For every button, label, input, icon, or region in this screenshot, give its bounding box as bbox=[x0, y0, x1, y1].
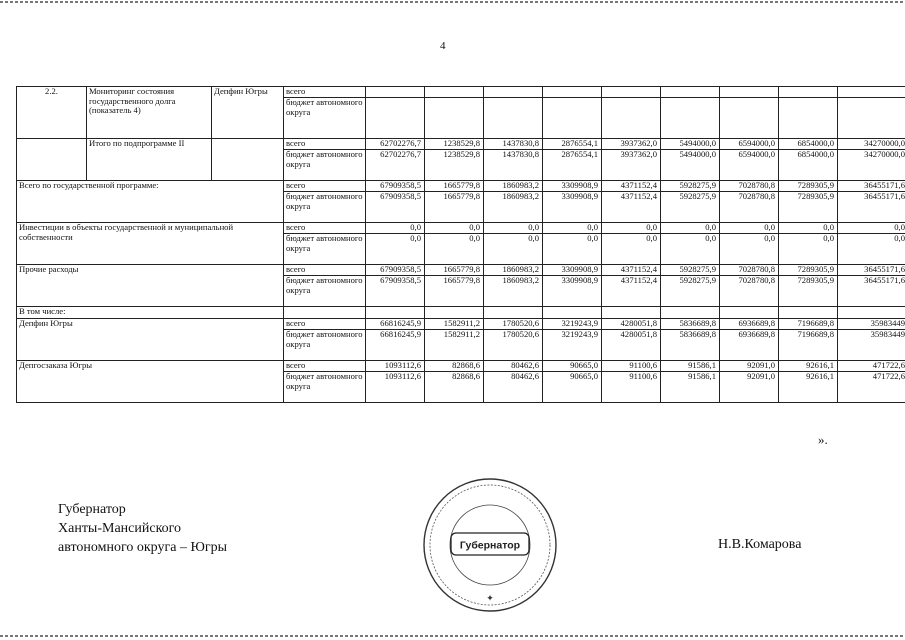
value-cell: 3309908,9 bbox=[543, 181, 602, 192]
value-cell: 3937362,0 bbox=[602, 139, 661, 150]
value-cell: 0,0 bbox=[838, 223, 905, 234]
value-cell: 1238529,8 bbox=[425, 150, 484, 181]
value-cell: 1665779,8 bbox=[425, 265, 484, 276]
value-cell: 3219243,9 bbox=[543, 330, 602, 361]
table-row bbox=[17, 361, 905, 372]
value-cell: 92616,1 bbox=[779, 361, 838, 372]
value-cell: 82868,6 bbox=[425, 372, 484, 403]
funding-source: всего bbox=[284, 87, 366, 98]
value-cell: 92091,0 bbox=[720, 361, 779, 372]
value-cell bbox=[720, 98, 779, 139]
value-cell: 66816245,9 bbox=[366, 319, 425, 330]
value-cell: 6854000,0 bbox=[779, 139, 838, 150]
scan-top-edge bbox=[0, 1, 905, 3]
value-cell: 5494000,0 bbox=[661, 139, 720, 150]
value-cell: 35983449 bbox=[838, 330, 905, 361]
value-cell bbox=[602, 98, 661, 139]
value-cell bbox=[543, 98, 602, 139]
signature-title-line-2: Ханты-Мансийского bbox=[58, 521, 182, 536]
value-cell: 36455171,6 bbox=[838, 276, 905, 307]
funding-source: бюджет автономного округа bbox=[284, 276, 366, 307]
value-cell: 0,0 bbox=[484, 234, 543, 265]
value-cell: 4371152,4 bbox=[602, 181, 661, 192]
funding-source: бюджет автономного округа bbox=[284, 98, 366, 139]
value-cell: 0,0 bbox=[720, 234, 779, 265]
value-cell: 1093112,6 bbox=[366, 372, 425, 403]
table-row bbox=[17, 307, 905, 319]
value-cell: 471722,6 bbox=[838, 372, 905, 403]
value-cell bbox=[838, 87, 905, 98]
budget-table bbox=[16, 86, 905, 403]
value-cell: 0,0 bbox=[425, 223, 484, 234]
funding-source: бюджет автономного округа bbox=[284, 372, 366, 403]
value-cell bbox=[543, 87, 602, 98]
value-cell: 3309908,9 bbox=[543, 192, 602, 223]
empty-cell bbox=[484, 307, 543, 319]
row-title: Итого по подпрограмме II bbox=[87, 139, 212, 181]
value-cell: 67909358,5 bbox=[366, 192, 425, 223]
value-cell: 7289305,9 bbox=[779, 265, 838, 276]
value-cell: 5494000,0 bbox=[661, 150, 720, 181]
row-title: Инвестиции в объекты государственной и муниципальной собственности bbox=[17, 223, 284, 265]
signatory-name: Н.В.Комарова bbox=[718, 537, 802, 552]
row-title: Депгосзаказа Югры bbox=[17, 361, 284, 403]
table-row bbox=[17, 139, 905, 150]
empty-cell bbox=[779, 307, 838, 319]
value-cell bbox=[661, 87, 720, 98]
official-seal bbox=[420, 475, 560, 615]
value-cell: 2876554,1 bbox=[543, 150, 602, 181]
value-cell: 66816245,9 bbox=[366, 330, 425, 361]
value-cell: 6854000,0 bbox=[779, 150, 838, 181]
value-cell: 0,0 bbox=[779, 234, 838, 265]
value-cell: 5928275,9 bbox=[661, 181, 720, 192]
funding-source: всего bbox=[284, 223, 366, 234]
value-cell: 4371152,4 bbox=[602, 265, 661, 276]
value-cell: 7289305,9 bbox=[779, 276, 838, 307]
value-cell: 0,0 bbox=[366, 234, 425, 265]
value-cell: 1665779,8 bbox=[425, 276, 484, 307]
row-executor: Депфин Югры bbox=[212, 87, 284, 139]
value-cell: 80462,6 bbox=[484, 361, 543, 372]
empty-cell bbox=[425, 307, 484, 319]
value-cell: 471722,6 bbox=[838, 361, 905, 372]
value-cell: 5928275,9 bbox=[661, 276, 720, 307]
empty-cell bbox=[284, 307, 366, 319]
scan-bottom-edge bbox=[0, 635, 905, 637]
value-cell: 7196689,8 bbox=[779, 319, 838, 330]
value-cell bbox=[602, 87, 661, 98]
value-cell: 7028780,8 bbox=[720, 265, 779, 276]
empty-cell bbox=[602, 307, 661, 319]
value-cell: 0,0 bbox=[602, 234, 661, 265]
value-cell: 92616,1 bbox=[779, 372, 838, 403]
table-row bbox=[17, 319, 905, 330]
row-title: Всего по государственной программе: bbox=[17, 181, 284, 223]
value-cell bbox=[366, 87, 425, 98]
value-cell: 3309908,9 bbox=[543, 265, 602, 276]
value-cell: 5836689,8 bbox=[661, 330, 720, 361]
value-cell: 0,0 bbox=[543, 234, 602, 265]
value-cell: 7196689,8 bbox=[779, 330, 838, 361]
value-cell: 0,0 bbox=[838, 234, 905, 265]
value-cell: 35983449 bbox=[838, 319, 905, 330]
row-number: 2.2. bbox=[17, 87, 87, 139]
value-cell: 0,0 bbox=[602, 223, 661, 234]
value-cell: 7028780,8 bbox=[720, 276, 779, 307]
value-cell: 1780520,6 bbox=[484, 330, 543, 361]
value-cell: 0,0 bbox=[543, 223, 602, 234]
table-row bbox=[17, 223, 905, 234]
value-cell: 4280051,8 bbox=[602, 319, 661, 330]
value-cell: 7028780,8 bbox=[720, 192, 779, 223]
value-cell: 82868,6 bbox=[425, 361, 484, 372]
value-cell bbox=[484, 87, 543, 98]
value-cell: 3309908,9 bbox=[543, 276, 602, 307]
value-cell: 36455171,6 bbox=[838, 192, 905, 223]
value-cell: 7289305,9 bbox=[779, 181, 838, 192]
value-cell bbox=[838, 98, 905, 139]
table-row bbox=[17, 87, 905, 98]
value-cell: 1093112,6 bbox=[366, 361, 425, 372]
svg-text:✦: ✦ bbox=[486, 593, 494, 603]
value-cell: 5928275,9 bbox=[661, 192, 720, 223]
value-cell: 5928275,9 bbox=[661, 265, 720, 276]
value-cell: 6936689,8 bbox=[720, 330, 779, 361]
funding-source: всего bbox=[284, 181, 366, 192]
funding-source: всего bbox=[284, 139, 366, 150]
value-cell: 1665779,8 bbox=[425, 181, 484, 192]
value-cell: 1780520,6 bbox=[484, 319, 543, 330]
value-cell bbox=[661, 98, 720, 139]
value-cell: 1860983,2 bbox=[484, 265, 543, 276]
table-row bbox=[17, 181, 905, 192]
funding-source: бюджет автономного округа bbox=[284, 192, 366, 223]
value-cell: 1437830,8 bbox=[484, 139, 543, 150]
value-cell: 91586,1 bbox=[661, 372, 720, 403]
empty-cell bbox=[543, 307, 602, 319]
value-cell: 1582911,2 bbox=[425, 330, 484, 361]
value-cell: 7028780,8 bbox=[720, 181, 779, 192]
empty-cell bbox=[17, 139, 87, 181]
page-number: 4 bbox=[440, 40, 446, 52]
value-cell: 90665,0 bbox=[543, 361, 602, 372]
value-cell: 1860983,2 bbox=[484, 181, 543, 192]
value-cell: 1860983,2 bbox=[484, 192, 543, 223]
value-cell: 5836689,8 bbox=[661, 319, 720, 330]
funding-source: всего bbox=[284, 265, 366, 276]
table-row bbox=[17, 265, 905, 276]
value-cell bbox=[366, 98, 425, 139]
value-cell: 6594000,0 bbox=[720, 150, 779, 181]
row-title: Мониторинг состояния государственного долга (показатель 4) bbox=[87, 87, 212, 139]
empty-cell bbox=[720, 307, 779, 319]
value-cell: 3219243,9 bbox=[543, 319, 602, 330]
funding-source: бюджет автономного округа bbox=[284, 234, 366, 265]
empty-cell bbox=[838, 307, 905, 319]
value-cell: 0,0 bbox=[484, 223, 543, 234]
value-cell bbox=[779, 98, 838, 139]
value-cell: 6594000,0 bbox=[720, 139, 779, 150]
value-cell bbox=[425, 87, 484, 98]
funding-source: всего bbox=[284, 319, 366, 330]
closing-quote: ». bbox=[818, 432, 828, 447]
value-cell: 0,0 bbox=[661, 223, 720, 234]
value-cell: 80462,6 bbox=[484, 372, 543, 403]
empty-cell bbox=[366, 307, 425, 319]
value-cell: 0,0 bbox=[779, 223, 838, 234]
funding-source: бюджет автономного округа bbox=[284, 330, 366, 361]
value-cell: 1860983,2 bbox=[484, 276, 543, 307]
section-label: В том числе: bbox=[17, 307, 284, 319]
signature-title-line-1: Губернатор bbox=[58, 502, 126, 517]
value-cell: 36455171,6 bbox=[838, 265, 905, 276]
value-cell: 2876554,1 bbox=[543, 139, 602, 150]
value-cell: 67909358,5 bbox=[366, 265, 425, 276]
value-cell: 7289305,9 bbox=[779, 192, 838, 223]
value-cell: 0,0 bbox=[366, 223, 425, 234]
value-cell: 4280051,8 bbox=[602, 330, 661, 361]
value-cell: 62702276,7 bbox=[366, 139, 425, 150]
value-cell: 4371152,4 bbox=[602, 276, 661, 307]
signature-title-line-3: автономного округа – Югры bbox=[58, 540, 227, 555]
value-cell: 1238529,8 bbox=[425, 139, 484, 150]
empty-cell bbox=[212, 139, 284, 181]
value-cell: 6936689,8 bbox=[720, 319, 779, 330]
row-title: Прочие расходы bbox=[17, 265, 284, 307]
value-cell: 3937362,0 bbox=[602, 150, 661, 181]
value-cell: 34270000,0 bbox=[838, 150, 905, 181]
value-cell: 90665,0 bbox=[543, 372, 602, 403]
value-cell: 0,0 bbox=[661, 234, 720, 265]
value-cell bbox=[425, 98, 484, 139]
empty-cell bbox=[661, 307, 720, 319]
value-cell: 34270000,0 bbox=[838, 139, 905, 150]
value-cell: 0,0 bbox=[720, 223, 779, 234]
seal-center-text: Губернатор bbox=[459, 539, 521, 552]
value-cell: 67909358,5 bbox=[366, 181, 425, 192]
value-cell: 4371152,4 bbox=[602, 192, 661, 223]
value-cell bbox=[720, 87, 779, 98]
value-cell: 36455171,6 bbox=[838, 181, 905, 192]
value-cell bbox=[779, 87, 838, 98]
value-cell: 91100,6 bbox=[602, 361, 661, 372]
value-cell: 91586,1 bbox=[661, 361, 720, 372]
row-title: Депфин Югры bbox=[17, 319, 284, 361]
value-cell: 1665779,8 bbox=[425, 192, 484, 223]
value-cell: 0,0 bbox=[425, 234, 484, 265]
funding-source: всего bbox=[284, 361, 366, 372]
value-cell: 1437830,8 bbox=[484, 150, 543, 181]
value-cell bbox=[484, 98, 543, 139]
value-cell: 92091,0 bbox=[720, 372, 779, 403]
funding-source: бюджет автономного округа bbox=[284, 150, 366, 181]
value-cell: 67909358,5 bbox=[366, 276, 425, 307]
value-cell: 62702276,7 bbox=[366, 150, 425, 181]
value-cell: 1582911,2 bbox=[425, 319, 484, 330]
signature-title bbox=[58, 500, 227, 557]
value-cell: 91100,6 bbox=[602, 372, 661, 403]
